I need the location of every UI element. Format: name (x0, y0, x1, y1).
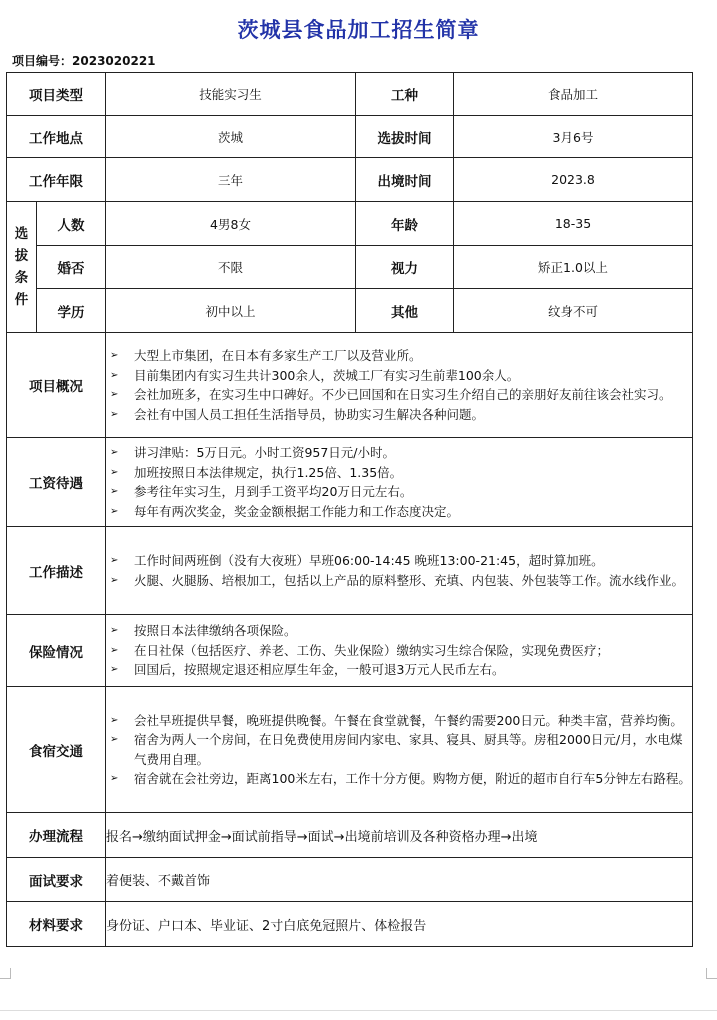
bullet-item (106, 405, 692, 425)
bullet-item (106, 346, 692, 366)
cell-value: 初中以上 (106, 289, 356, 333)
table-row (7, 438, 693, 527)
table-row (7, 615, 693, 687)
bullet-text: 按照日本法律缴纳各项保险。 (134, 623, 297, 639)
cell-label: 选拔时间 (356, 116, 454, 158)
section-label: 项目概况 (7, 333, 106, 438)
cell-label: 项目类型 (7, 73, 106, 116)
cell-label: 出境时间 (356, 158, 454, 202)
table-row (7, 116, 693, 158)
table-row (7, 73, 693, 116)
arrow-bullet-icon: ➢ (110, 486, 119, 497)
bullet-list (106, 443, 692, 521)
arrow-bullet-icon: ➢ (110, 466, 119, 478)
table-row (7, 289, 693, 333)
cell-value: 3月6号 (454, 116, 693, 158)
selection-conditions-label (7, 202, 37, 333)
bullet-text: 在日社保（包括医疗、养老、工伤、失业保险）缴纳实习生综合保险，实现免费医疗； (134, 642, 610, 658)
cell-label: 其他 (356, 289, 454, 333)
bullet-text: 加班按照日本法律规定，执行1.25倍、1.35倍。 (134, 464, 403, 480)
section-content (106, 333, 693, 438)
arrow-bullet-icon: ➢ (110, 714, 119, 726)
bullet-text: 参考往年实习生，月到手工资平均20万日元左右。 (134, 484, 413, 499)
bullet-item (106, 660, 692, 680)
section-content (106, 527, 693, 615)
table-row (7, 158, 693, 202)
arrow-bullet-icon: ➢ (110, 369, 119, 381)
bullet-item (106, 502, 692, 522)
bullet-item (106, 711, 692, 731)
cell-value: 2023.8 (454, 158, 693, 202)
cell-value: 三年 (106, 158, 356, 202)
section-value: 身份证、户口本、毕业证、2寸白底免冠照片、体检报告 (106, 902, 693, 947)
arrow-bullet-icon: ➢ (110, 664, 119, 676)
bullet-list (106, 711, 692, 789)
cell-label: 婚否 (37, 246, 106, 289)
bullet-item (106, 641, 692, 661)
bullet-item (106, 366, 692, 386)
cell-value: 技能实习生 (106, 73, 356, 116)
arrow-bullet-icon: ➢ (110, 625, 119, 637)
cell-label: 人数 (37, 202, 106, 246)
bullet-item (106, 551, 692, 571)
arrow-bullet-icon: ➢ (110, 389, 119, 400)
cell-label: 工作地点 (7, 116, 106, 158)
bullet-item (106, 730, 692, 769)
bullet-text: 讲习津贴：5万日元。小时工资957日元/小时。 (134, 445, 396, 460)
recruitment-table (6, 72, 693, 947)
selection-char: 条 (14, 270, 29, 286)
bullet-item (106, 443, 692, 463)
section-label: 食宿交通 (7, 687, 106, 813)
table-row (7, 858, 693, 902)
bullet-text: 大型上市集团，在日本有多家生产工厂以及营业所。 (134, 348, 422, 363)
arrow-bullet-icon: ➢ (110, 505, 119, 517)
bullet-list (106, 346, 692, 424)
bullet-list (106, 551, 692, 590)
table-row (7, 902, 693, 947)
cell-value: 茨城 (106, 116, 356, 158)
bullet-text: 会社有中国人员工担任生活指导员，协助实习生解决各种问题。 (134, 406, 485, 422)
section-label: 材料要求 (7, 902, 106, 947)
section-value: 着便装、不戴首饰 (106, 858, 693, 902)
project-number-value: 2023020221 (72, 54, 156, 68)
section-label: 工资待遇 (7, 438, 106, 527)
bullet-text: 会社加班多，在实习生中口碑好。不少已回国和在日实习生介绍自己的亲朋好友前往该会社实习。 (134, 387, 672, 402)
cell-value: 食品加工 (454, 73, 693, 116)
table-row (7, 246, 693, 289)
cell-label: 工作年限 (7, 158, 106, 202)
section-content (106, 687, 693, 813)
bullet-text: 宿舍为两人一个房间，在日免费使用房间内家电、家具、寝具、厨具等。房租2000日元/月，水电煤气费用自理。 (134, 732, 683, 767)
section-value: 报名→缴纳面试押金→面试前指导→面试→出境前培训及各种资格办理→出境 (106, 813, 693, 858)
bullet-text: 工作时间两班倒（没有大夜班）早班06:00-14:45 晚班13:00-21:45，超时算加班。 (134, 553, 604, 568)
arrow-bullet-icon: ➢ (110, 350, 119, 361)
cell-value: 矫正1.0以上 (454, 246, 693, 289)
section-label: 面试要求 (7, 858, 106, 902)
page-divider (0, 1010, 717, 1011)
arrow-bullet-icon: ➢ (110, 574, 119, 586)
bullet-text: 回国后，按照规定退还相应厚生年金，一般可退3万元人民币左右。 (134, 662, 505, 678)
cell-label: 学历 (37, 289, 106, 333)
table-row (7, 813, 693, 858)
bullet-item (106, 385, 692, 405)
arrow-bullet-icon: ➢ (110, 447, 119, 458)
section-content (106, 615, 693, 687)
section-label: 保险情况 (7, 615, 106, 687)
table-row (7, 202, 693, 246)
selection-char: 选 (14, 226, 29, 242)
cell-label: 视力 (356, 246, 454, 289)
page-corner-mark (0, 968, 11, 979)
bullet-text: 每年有两次奖金，奖金金额根据工作能力和工作态度决定。 (134, 503, 460, 519)
bullet-item (106, 621, 692, 641)
bullet-text: 会社早班提供早餐，晚班提供晚餐。午餐在食堂就餐，午餐约需要200日元。种类丰富，营养均衡。 (134, 712, 683, 728)
cell-value: 18-35 (454, 202, 693, 246)
arrow-bullet-icon: ➢ (110, 773, 119, 784)
bullet-text: 火腿、火腿肠、培根加工，包括以上产品的原料整形、充填、内包装、外包装等工作。流水线作业。 (134, 572, 685, 588)
bullet-item (106, 571, 692, 591)
arrow-bullet-icon: ➢ (110, 408, 119, 420)
selection-char: 件 (14, 292, 29, 308)
arrow-bullet-icon: ➢ (110, 644, 119, 656)
bullet-item (106, 482, 692, 502)
bullet-item (106, 463, 692, 483)
cell-value: 4男8女 (106, 202, 356, 246)
selection-char: 拔 (14, 248, 29, 264)
bullet-item (106, 769, 692, 789)
arrow-bullet-icon: ➢ (110, 555, 119, 566)
cell-value: 不限 (106, 246, 356, 289)
bullet-text: 宿舍就在会社旁边，距离100米左右，工作十分方便。购物方便，附近的超市自行车5分钟左右路程。 (134, 771, 691, 786)
page-title: 茨城县食品加工招生简章 (237, 18, 480, 42)
bullet-list (106, 621, 692, 680)
project-number-label: 项目编号： (12, 54, 73, 68)
arrow-bullet-icon: ➢ (110, 734, 119, 745)
cell-label: 工种 (356, 73, 454, 116)
cell-label: 年龄 (356, 202, 454, 246)
cell-value: 纹身不可 (454, 289, 693, 333)
page-corner-mark (706, 968, 717, 979)
bullet-text: 目前集团内有实习生共计300余人，茨城工厂有实习生前辈100余人。 (134, 367, 520, 383)
table-row (7, 527, 693, 615)
project-number (12, 52, 156, 69)
section-content (106, 438, 693, 527)
section-label: 办理流程 (7, 813, 106, 858)
table-row (7, 333, 693, 438)
table-row (7, 687, 693, 813)
section-label: 工作描述 (7, 527, 106, 615)
